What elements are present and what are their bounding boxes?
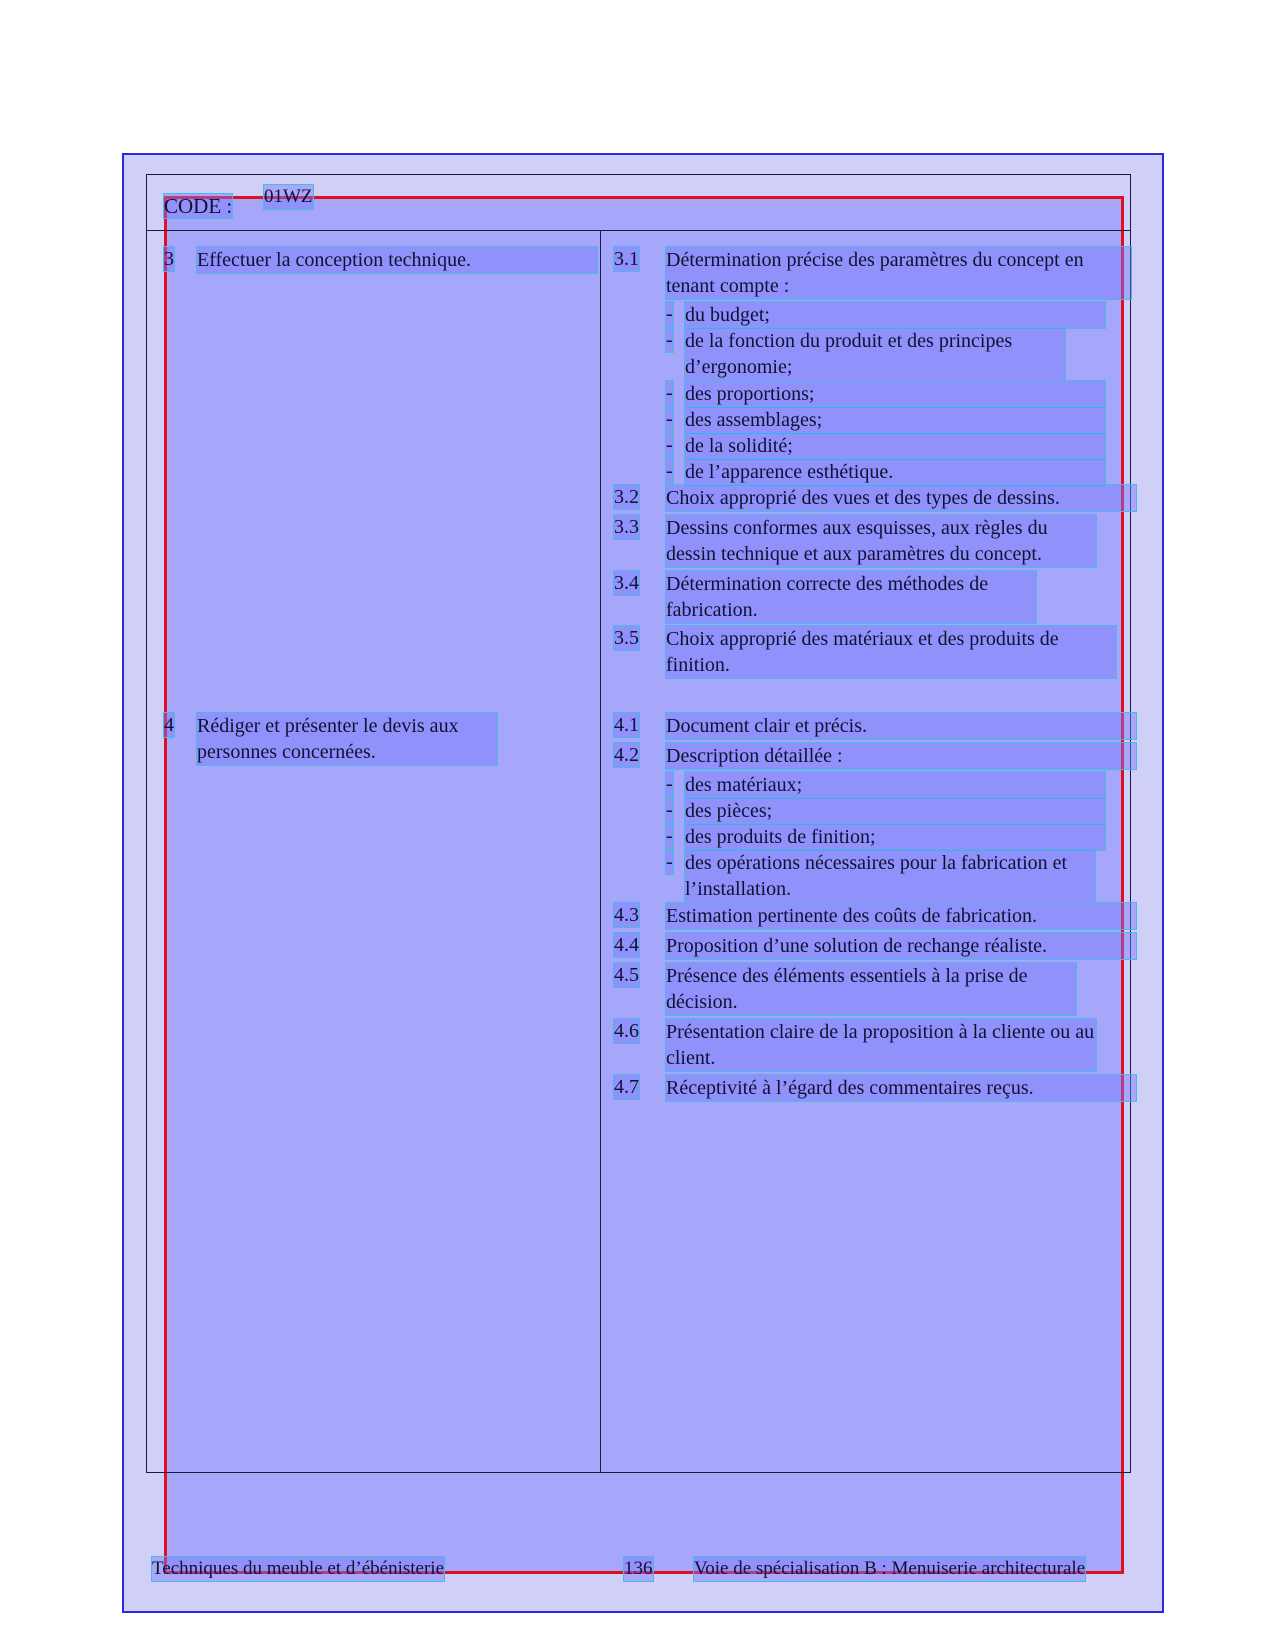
criterion-number: 4.4 bbox=[614, 934, 639, 956]
bullet-text: des assemblages; bbox=[685, 407, 1105, 433]
bullet-dash: - bbox=[666, 408, 673, 430]
criterion-number: 3.3 bbox=[614, 516, 639, 538]
bullet-dash: - bbox=[666, 434, 673, 456]
bullet-text: des opérations nécessaires pour la fabrication et l’installation. bbox=[685, 850, 1095, 902]
criterion-text: Choix approprié des vues et des types de dessins. bbox=[666, 485, 1136, 511]
bullet-text: des produits de finition; bbox=[685, 824, 1105, 850]
bullet-dash: - bbox=[666, 799, 673, 821]
column-divider bbox=[600, 231, 601, 1473]
bullet-dash: - bbox=[666, 851, 673, 873]
criterion-text: Dessins conformes aux esquisses, aux règles du dessin technique et aux paramètres du concept. bbox=[666, 515, 1096, 567]
bullet-dash: - bbox=[666, 329, 673, 351]
competence-number: 3 bbox=[164, 248, 174, 270]
bullet-dash: - bbox=[666, 825, 673, 847]
criterion-text: Détermination correcte des méthodes de fabrication. bbox=[666, 571, 1036, 623]
criterion-text: Document clair et précis. bbox=[666, 713, 1136, 739]
bullet-dash: - bbox=[666, 460, 673, 482]
criterion-number: 4.5 bbox=[614, 964, 639, 986]
bullet-text: de l’apparence esthétique. bbox=[685, 459, 1105, 485]
bullet-text: des matériaux; bbox=[685, 772, 1105, 798]
bullet-text: des pièces; bbox=[685, 798, 1105, 824]
criterion-text: Présentation claire de la proposition à la cliente ou au client. bbox=[666, 1021, 1095, 1069]
bullet-text: des proportions; bbox=[685, 381, 1105, 407]
bullet-dash: - bbox=[666, 303, 673, 325]
competence-text: Effectuer la conception technique. bbox=[197, 247, 597, 273]
criterion-text: Proposition d’une solution de rechange réaliste. bbox=[666, 933, 1136, 959]
footer-program-title: Techniques du meuble et d’ébénisterie bbox=[152, 1558, 445, 1579]
bullet-text: de la solidité; bbox=[685, 433, 1105, 459]
footer-page-number: 136 bbox=[624, 1558, 653, 1579]
criterion-text: Présence des éléments essentiels à la prise de décision. bbox=[666, 963, 1076, 1015]
header-rule bbox=[146, 230, 1131, 231]
code-value: 01WZ bbox=[264, 186, 313, 207]
criterion-text: Choix approprié des matériaux et des produits de finition. bbox=[666, 626, 1116, 678]
criterion-number: 3.4 bbox=[614, 572, 639, 594]
criterion-number: 4.1 bbox=[614, 714, 639, 736]
criterion-text: Détermination précise des paramètres du concept en tenant compte : bbox=[666, 247, 1131, 299]
bullet-text: de la fonction du produit et des principes d’ergonomie; bbox=[685, 328, 1065, 380]
criterion-number: 3.5 bbox=[614, 627, 639, 649]
criterion-number: 4.7 bbox=[614, 1076, 639, 1098]
criterion-number: 3.2 bbox=[614, 486, 639, 508]
bullet-dash: - bbox=[666, 382, 673, 404]
criterion-text: Description détaillée : bbox=[666, 743, 1136, 769]
bullet-dash: - bbox=[666, 773, 673, 795]
code-label: CODE : bbox=[164, 194, 233, 218]
criterion-text: Réceptivité à l’égard des commentaires reçus. bbox=[666, 1075, 1136, 1101]
criterion-number: 4.2 bbox=[614, 744, 639, 766]
competence-text: Rédiger et présenter le devis aux personnes concernées. bbox=[197, 713, 497, 765]
criterion-number: 3.1 bbox=[614, 248, 639, 270]
competence-number: 4 bbox=[164, 714, 174, 736]
bullet-text: du budget; bbox=[685, 302, 1105, 328]
footer-specialization: Voie de spécialisation B : Menuiserie architecturale bbox=[694, 1558, 1086, 1579]
criterion-text: Estimation pertinente des coûts de fabrication. bbox=[666, 903, 1136, 929]
criterion-number: 4.3 bbox=[614, 904, 639, 926]
criterion-number: 4.6 bbox=[614, 1020, 639, 1042]
